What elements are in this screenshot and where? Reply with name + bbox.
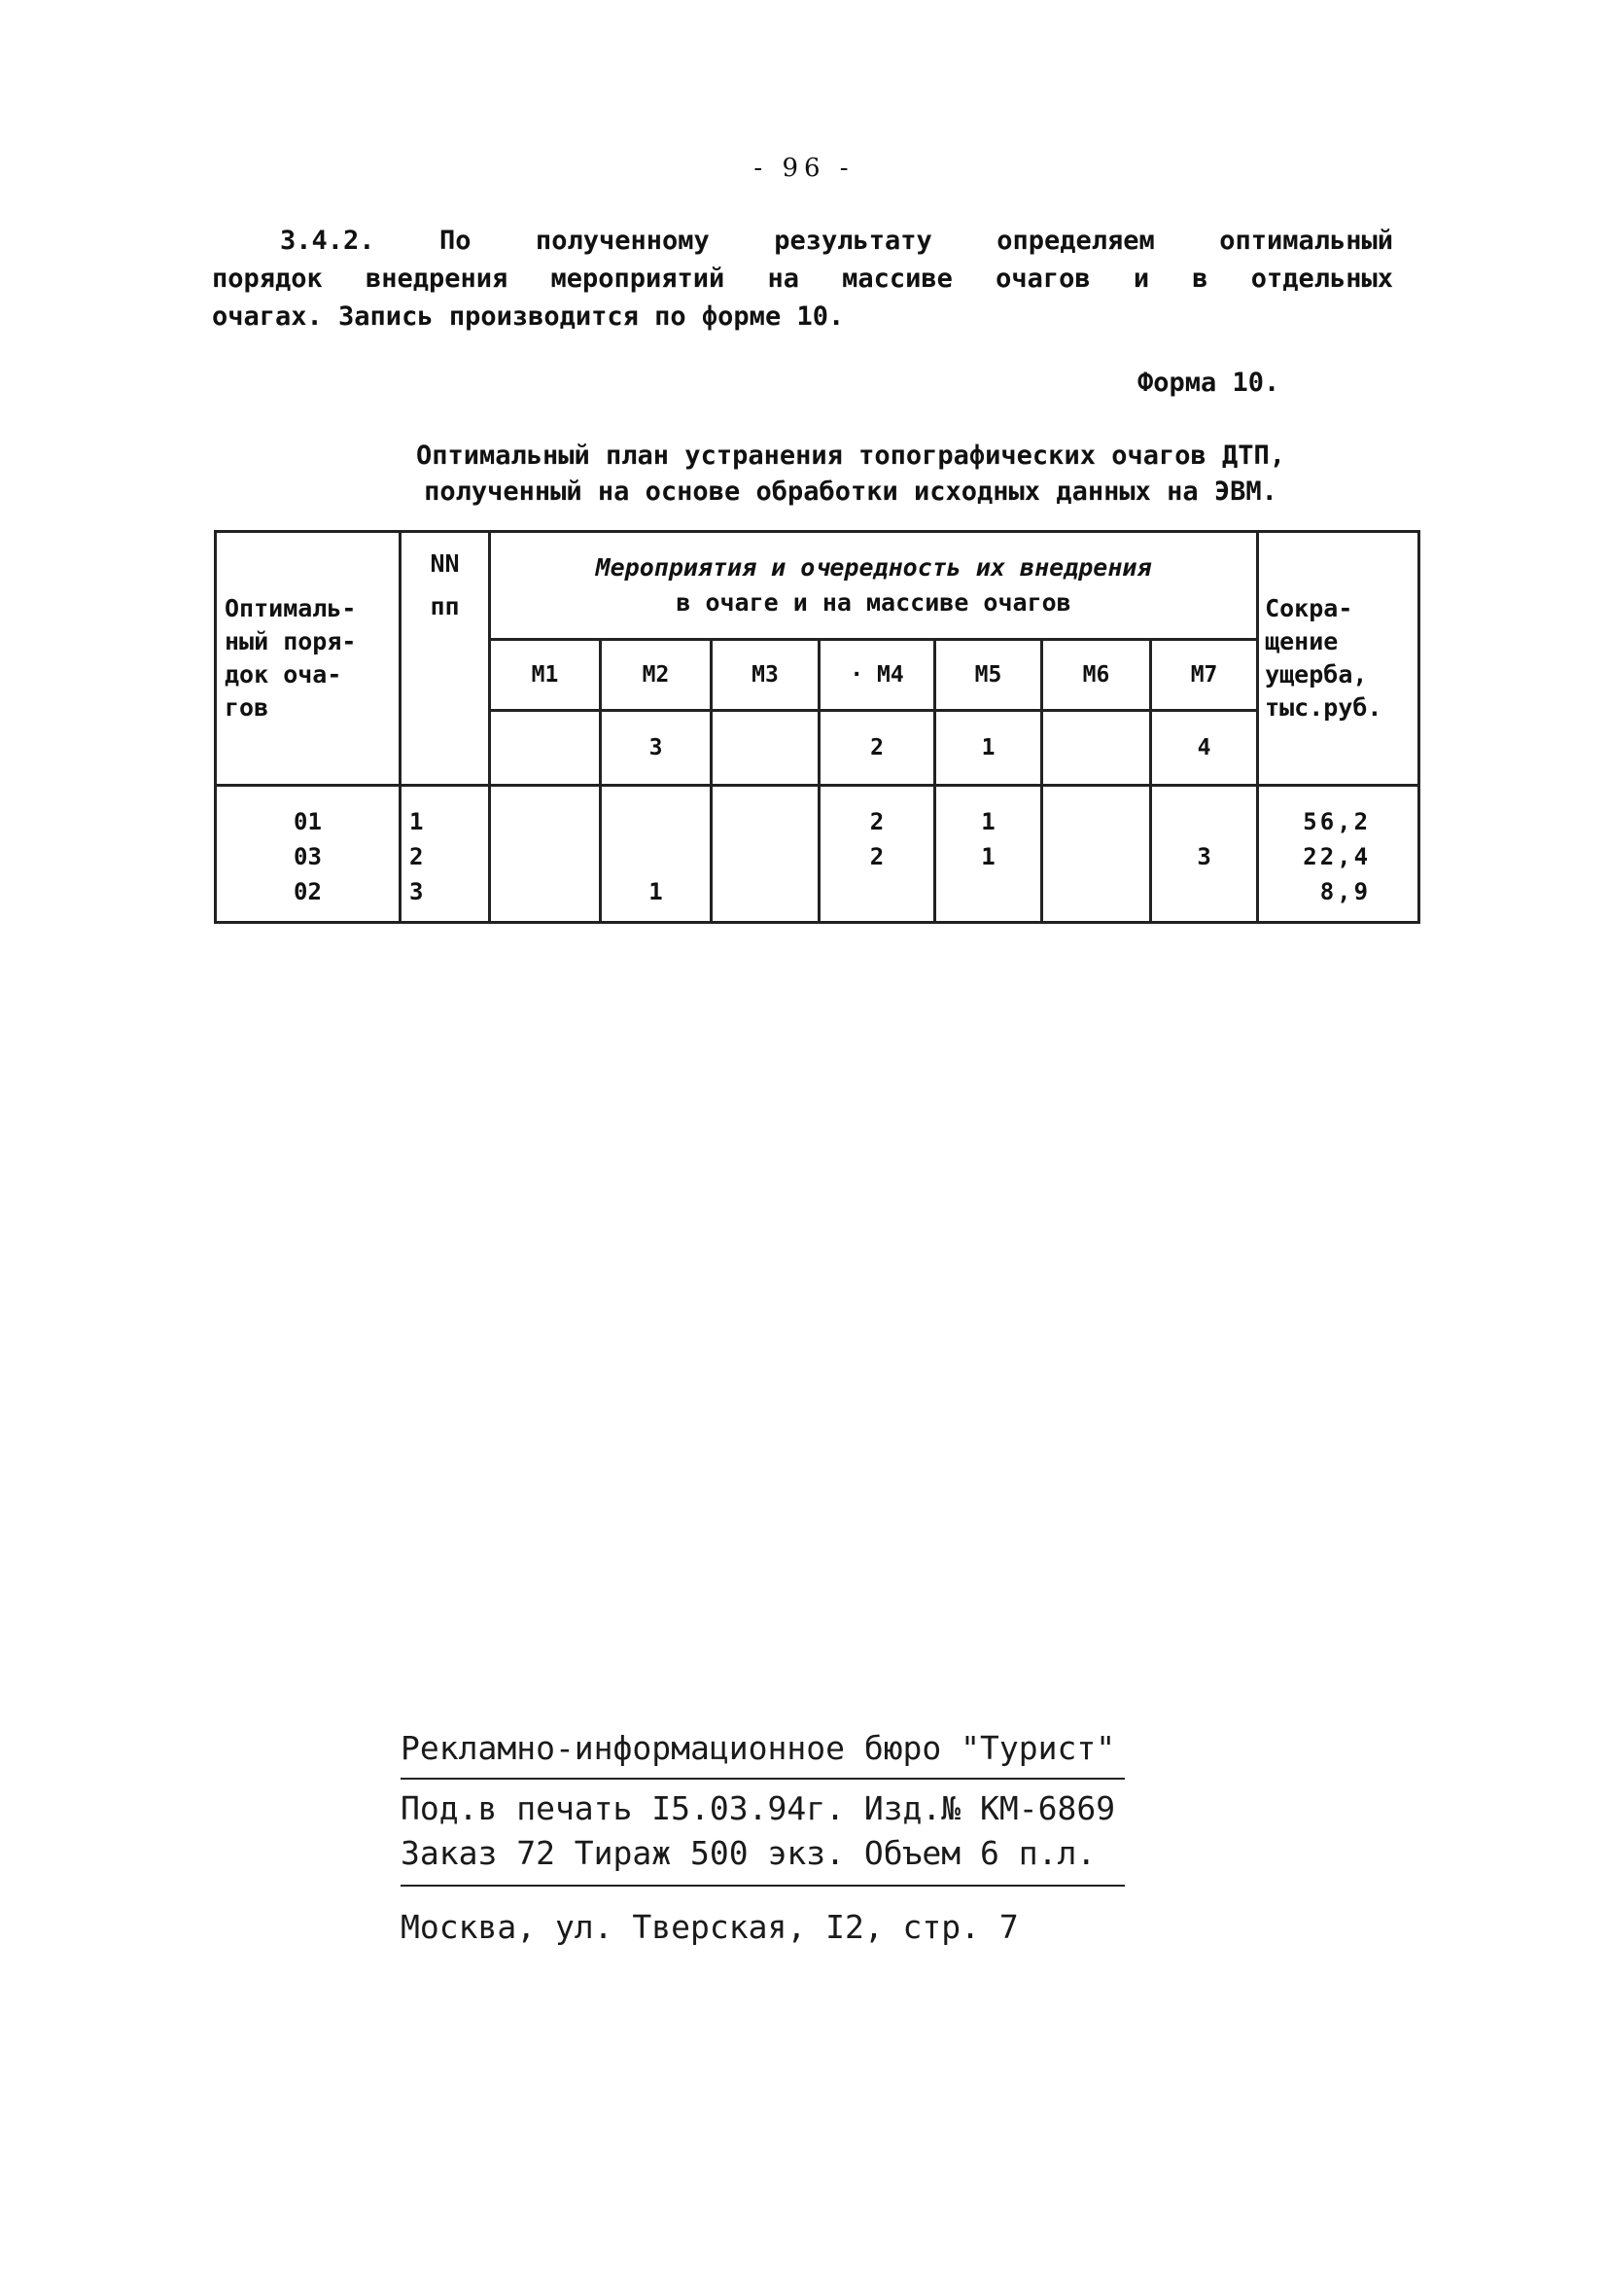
header-order-line: док оча-	[225, 660, 342, 689]
header-m4: · М4	[820, 640, 935, 711]
body-paragraph	[212, 222, 1393, 336]
imprint-divider	[401, 1885, 1125, 1887]
order-value: 01	[294, 808, 322, 835]
nn-value: 1	[409, 808, 424, 835]
imprint-address: Москва, ул. Тверская, I2, стр. 7	[401, 1908, 1019, 1946]
imprint-publisher: Рекламно-информационное бюро "Турист"	[401, 1729, 1116, 1767]
page-number: - 96 -	[753, 154, 855, 183]
nn-value: 3	[409, 878, 424, 905]
header-order-line: Оптималь-	[225, 594, 357, 622]
m5-value: 1	[981, 808, 996, 835]
m4-value: 2	[869, 808, 885, 835]
imprint-divider	[401, 1778, 1125, 1780]
table-title-line-1: Оптимальный план устранения топографических очагов ДТП,	[415, 441, 1286, 471]
priority-m6	[1042, 711, 1151, 786]
paragraph-line: очагах. Запись производится по форме 10.	[212, 301, 845, 332]
m1-value	[491, 804, 599, 839]
priority-m5: 1	[935, 711, 1042, 786]
order-value: 02	[294, 878, 322, 905]
m7-value	[1152, 804, 1256, 839]
m5-value: 1	[981, 843, 996, 870]
paragraph-line: порядок внедрения мероприятий на массиве очагов и в отдельных	[212, 264, 1393, 294]
m2-value	[602, 839, 710, 874]
priority-m4: 2	[820, 711, 935, 786]
paragraph-line: 3.4.2. По полученному результату определяем оптимальный	[280, 226, 1393, 256]
priority-m2: 3	[601, 711, 712, 786]
header-measures-line: Мероприятия и очередность их внедрения	[595, 553, 1152, 582]
table-title	[331, 438, 1371, 510]
header-m1: М1	[490, 640, 601, 711]
m3-value	[713, 874, 818, 909]
imprint-print-info: Под.в печать I5.03.94г. Изд.№ КМ-6869	[401, 1789, 1116, 1827]
column-nn	[401, 786, 490, 923]
header-reduction-line: ущерба,	[1265, 660, 1368, 689]
m3-value	[713, 839, 818, 874]
form-label: Форма 10.	[1137, 368, 1280, 398]
m4-value	[821, 874, 933, 909]
m6-value	[1043, 804, 1149, 839]
header-m5: М5	[935, 640, 1042, 711]
m2-value: 1	[648, 878, 663, 905]
column-m4	[820, 786, 935, 923]
m7-value	[1152, 874, 1256, 909]
header-reduction-line: щение	[1265, 627, 1339, 655]
imprint-block	[401, 1729, 1139, 1946]
header-reduction	[1258, 532, 1419, 786]
priority-m7: 4	[1151, 711, 1258, 786]
m6-value	[1043, 839, 1149, 874]
m6-value	[1043, 874, 1149, 909]
column-m5	[935, 786, 1042, 923]
reduction-value: 22,4	[1303, 843, 1372, 870]
column-reduction	[1258, 786, 1419, 923]
header-measures	[490, 532, 1258, 640]
m4-value: 2	[869, 843, 885, 870]
m1-value	[491, 874, 599, 909]
header-order	[216, 532, 401, 786]
m5-value	[936, 874, 1040, 909]
optimal-plan-table	[214, 530, 1420, 924]
header-m3: М3	[712, 640, 820, 711]
m7-value: 3	[1197, 843, 1211, 870]
priority-m1	[490, 711, 601, 786]
header-nn-line: пп	[430, 592, 460, 620]
table-body-row	[216, 786, 1419, 923]
header-order-line: гов	[225, 693, 269, 722]
header-nn-line: NN	[430, 549, 460, 578]
column-m3	[712, 786, 820, 923]
priority-m3	[712, 711, 820, 786]
m3-value	[713, 804, 818, 839]
column-order	[216, 786, 401, 923]
reduction-value: 8,9	[1319, 878, 1372, 905]
m2-value	[602, 804, 710, 839]
header-reduction-line: Сокра-	[1265, 594, 1353, 622]
table-title-line-2: полученный на основе обработки исходных данных на ЭВМ.	[424, 477, 1277, 507]
column-m6	[1042, 786, 1151, 923]
header-measures-line: в очаге и на массиве очагов	[676, 588, 1071, 617]
reduction-value: 56,2	[1303, 808, 1372, 835]
header-m2: М2	[601, 640, 712, 711]
order-value: 03	[294, 843, 322, 870]
header-m7: М7	[1151, 640, 1258, 711]
nn-value: 2	[409, 843, 424, 870]
m1-value	[491, 839, 599, 874]
imprint-order-info: Заказ 72 Тираж 500 экз. Объем 6 п.л.	[401, 1834, 1097, 1872]
column-m1	[490, 786, 601, 923]
header-reduction-line: тыс.руб.	[1265, 693, 1382, 722]
column-m2	[601, 786, 712, 923]
column-m7	[1151, 786, 1258, 923]
header-m6: М6	[1042, 640, 1151, 711]
header-order-line: ный поря-	[225, 627, 357, 655]
header-nn	[401, 532, 490, 786]
